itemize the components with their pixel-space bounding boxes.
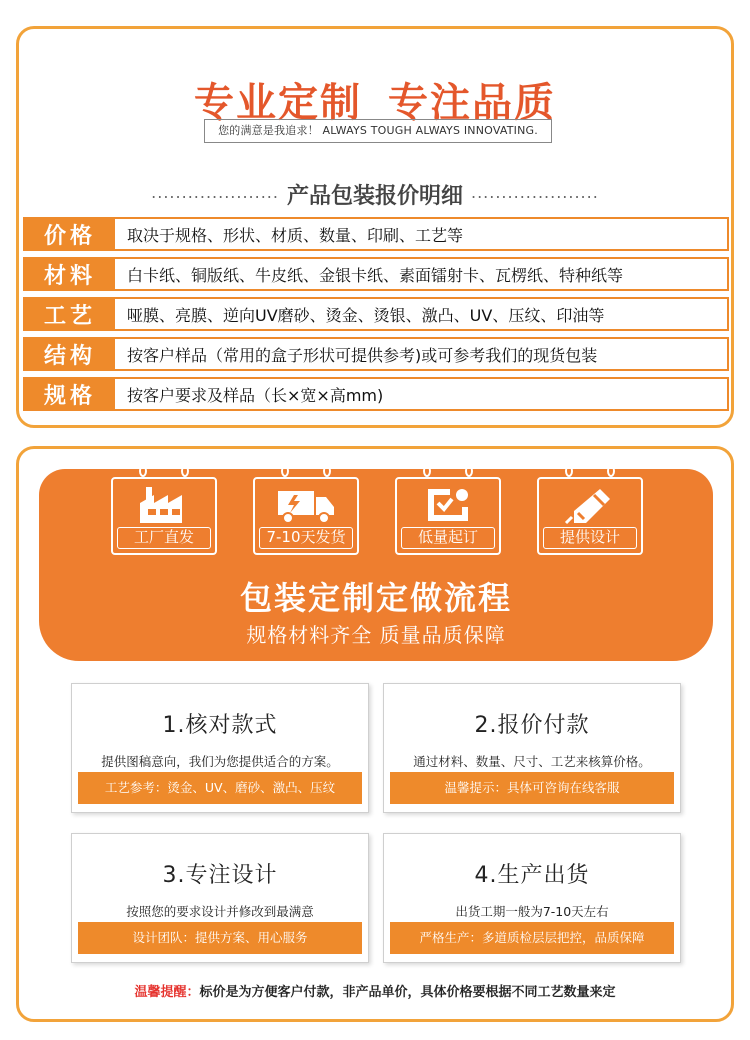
process-subtitle: 规格材料齐全 质量品质保障 [246, 623, 506, 647]
step-title: 3.专注设计 [162, 863, 278, 888]
spec-row-material [23, 257, 729, 291]
step-card-2 [383, 683, 681, 813]
spec-row-price [23, 217, 729, 251]
pen-icon [539, 485, 641, 525]
step-note-bar: 工艺参考：烫金、UV、磨砂、激凸、压纹 [78, 772, 362, 804]
order-icon [397, 485, 499, 525]
price-notice [19, 981, 731, 1000]
spec-value: 按客户要求及样品（长×宽×高mm) [127, 385, 384, 405]
step-title: 2.报价付款 [474, 713, 590, 738]
spec-label: 价格 [25, 219, 115, 249]
notice-label: 温馨提醒： [134, 985, 200, 1000]
step-desc: 按照您的要求设计并修改到最满意 [126, 904, 314, 919]
step-card-3 [71, 833, 369, 963]
process-panel [16, 446, 734, 1022]
dotted-divider-left: ····················· [151, 187, 279, 207]
step-title: 4.生产出货 [474, 863, 590, 888]
spec-label: 材料 [25, 259, 115, 289]
step-desc: 出货工期一般为7-10天左右 [455, 904, 609, 919]
step-desc: 提供图稿意向，我们为您提供适合的方案。 [101, 754, 339, 769]
spec-label: 规格 [25, 379, 115, 409]
dotted-divider-right: ····················· [471, 187, 599, 207]
process-banner [39, 469, 713, 661]
spec-value: 白卡纸、铜版纸、牛皮纸、金银卡纸、素面镭射卡、瓦楞纸、特种纸等 [127, 265, 624, 285]
step-card-4 [383, 833, 681, 963]
spec-value: 取决于规格、形状、材质、数量、印刷、工艺等 [127, 225, 464, 245]
step-note-bar: 温馨提示：具体可咨询在线客服 [390, 772, 674, 804]
price-section-heading: ····················· 产品包装报价明细 ····················· [151, 184, 599, 209]
truck-icon [255, 485, 357, 525]
step-card-1 [71, 683, 369, 813]
step-title: 1.核对款式 [162, 713, 278, 738]
spec-row-structure [23, 337, 729, 371]
factory-icon [113, 485, 215, 525]
spec-value: 按客户样品（常用的盒子形状可提供参考)或可参考我们的现货包装 [127, 345, 598, 365]
process-title: 包装定制定做流程 [239, 579, 512, 617]
price-details-panel [16, 26, 734, 428]
spec-row-size [23, 377, 729, 411]
notice-text: 标价是为方便客户付款，非产品单价，具体价格要根据不同工艺数量来定 [199, 985, 616, 1000]
feature-factory-direct: 工厂直发 [111, 477, 217, 555]
step-note-bar: 设计团队：提供方案、用心服务 [78, 922, 362, 954]
feature-low-moq: 低量起订 [395, 477, 501, 555]
step-note-bar: 严格生产：多道质检层层把控，品质保障 [390, 922, 674, 954]
feature-design: 提供设计 [537, 477, 643, 555]
hero-title-part2: 专注品质 [388, 80, 556, 126]
slogan: 您的满意是我追求！ ALWAYS TOUGH ALWAYS INNOVATING. [204, 119, 552, 143]
step-desc: 通过材料、数量、尺寸、工艺来核算价格。 [413, 754, 651, 769]
spec-row-craft [23, 297, 729, 331]
hero-title-part1: 专业定制 [194, 80, 362, 126]
spec-label: 结构 [25, 339, 115, 369]
spec-label: 工艺 [25, 299, 115, 329]
spec-value: 哑膜、亮膜、逆向UV磨砂、烫金、烫银、激凸、UV、压纹、印油等 [127, 305, 605, 325]
feature-fast-delivery: 7-10天发货 [253, 477, 359, 555]
